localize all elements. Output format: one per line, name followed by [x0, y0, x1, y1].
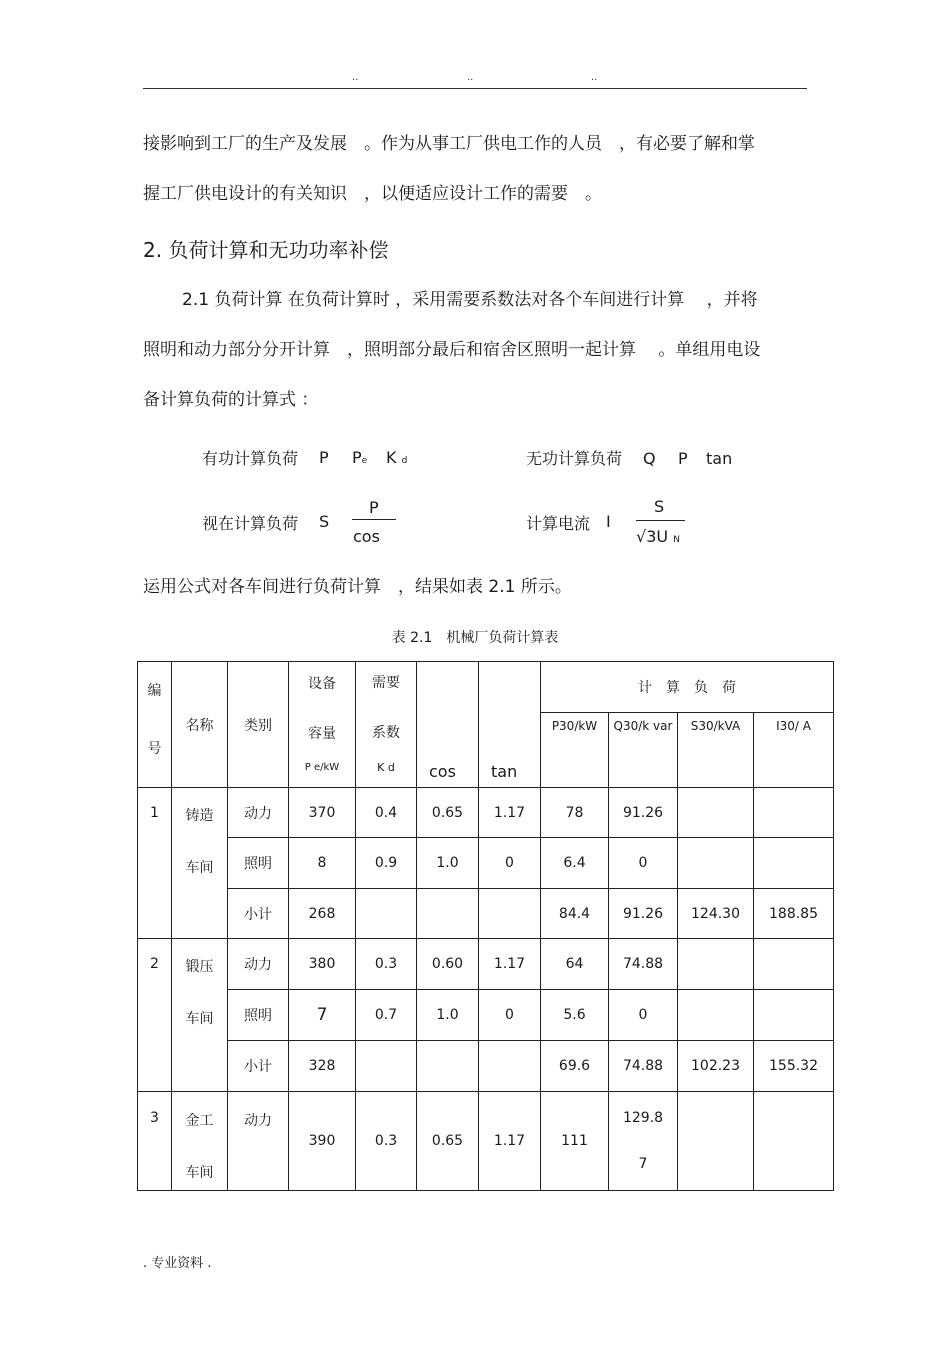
- fraction-numerator: P: [369, 498, 379, 517]
- header-dot: ..: [467, 72, 474, 83]
- fraction-denominator: √3U N: [636, 527, 680, 546]
- cell-cos: [417, 889, 479, 939]
- header-name: 名称: [172, 662, 228, 788]
- formula-label: 视在计算负荷: [202, 514, 299, 533]
- table-row-subtotal: [138, 889, 834, 939]
- formula-symbol: I: [606, 512, 611, 531]
- cell-category: 小计: [228, 1041, 289, 1092]
- cell-s30: [678, 939, 754, 990]
- header-p30: P30/kW: [541, 713, 609, 788]
- formula-symbol: K d: [386, 448, 408, 467]
- header-tan: tan: [479, 662, 541, 788]
- cell-q30: 91.26: [609, 889, 678, 939]
- intro-line-1: 接影响到工厂的生产及发展 。作为从事工厂供电工作的人员 ，有必要了解和掌: [143, 134, 755, 154]
- para-2-1-line-2: 照明和动力部分分开计算 ，照明部分最后和宿舍区照明一起计算 。单组用电设: [143, 340, 761, 360]
- cell-q30: 91.26: [609, 788, 678, 838]
- cell-i30: 155.32: [754, 1041, 834, 1092]
- header-dot: ..: [591, 72, 598, 83]
- cell-category: 动力: [228, 788, 289, 838]
- cell-capacity: 328: [289, 1041, 356, 1092]
- load-calculation-table: [137, 661, 834, 1191]
- cell-i30: [754, 1092, 834, 1191]
- cell-no: 3: [138, 1092, 172, 1191]
- cell-category: 动力: [228, 939, 289, 990]
- cell-s30: [678, 788, 754, 838]
- header-i30: I30/ A: [754, 713, 834, 788]
- cell-s30: 102.23: [678, 1041, 754, 1092]
- cell-kd: 0.3: [356, 1092, 417, 1191]
- table-row: [138, 939, 834, 990]
- cell-capacity: 8: [289, 838, 356, 889]
- header-s30: S30/kVA: [678, 713, 754, 788]
- cell-capacity: 390: [289, 1092, 356, 1191]
- table-row: [138, 1092, 834, 1191]
- page-footer: . 专业资料 .: [143, 1256, 212, 1271]
- header-rule: [143, 88, 807, 89]
- formula-label: 无功计算负荷: [526, 449, 623, 468]
- header-q30: Q30/k var: [609, 713, 678, 788]
- cell-tan: [479, 1041, 541, 1092]
- cell-q30: 0: [609, 990, 678, 1041]
- table-row-subtotal: [138, 1041, 834, 1092]
- header-no-top: 编: [138, 662, 172, 738]
- cell-q30: 74.88: [609, 1041, 678, 1092]
- cell-p30: 84.4: [541, 889, 609, 939]
- formula-label: 有功计算负荷: [202, 449, 299, 468]
- header-cos: cos: [417, 662, 479, 788]
- formula-symbol: S: [319, 512, 330, 531]
- formula-symbol: Pe: [352, 448, 368, 467]
- header-calc-load: 计 算 负 荷: [541, 662, 834, 713]
- cell-p30: 5.6: [541, 990, 609, 1041]
- header-capacity: 设备 容量 P e/kW: [289, 662, 356, 788]
- para-2-1-line-3: 备计算负荷的计算式 ：: [143, 390, 319, 410]
- cell-tan: 1.17: [479, 939, 541, 990]
- cell-kd: 0.4: [356, 788, 417, 838]
- cell-capacity: 370: [289, 788, 356, 838]
- cell-cos: [417, 1041, 479, 1092]
- cell-i30: [754, 788, 834, 838]
- cell-cos: 0.65: [417, 788, 479, 838]
- cell-name: 锻压 车间: [172, 939, 228, 1092]
- cell-kd: [356, 889, 417, 939]
- cell-s30: [678, 838, 754, 889]
- cell-category: 照明: [228, 838, 289, 889]
- cell-capacity: 268: [289, 889, 356, 939]
- header-category: 类别: [228, 662, 289, 788]
- cell-name: 金工 车间: [172, 1092, 228, 1191]
- cell-i30: 188.85: [754, 889, 834, 939]
- cell-i30: [754, 990, 834, 1041]
- fraction-bar: [352, 519, 396, 520]
- cell-no: 2: [138, 939, 172, 1092]
- cell-tan: [479, 889, 541, 939]
- cell-kd: 0.9: [356, 838, 417, 889]
- cell-s30: 124.30: [678, 889, 754, 939]
- table-row: [138, 788, 834, 838]
- cell-q30: 0: [609, 838, 678, 889]
- cell-q30: 129.8 7: [609, 1092, 678, 1191]
- section-heading: 2. 负荷计算和无功功率补偿: [143, 238, 389, 262]
- fraction-bar: [636, 520, 685, 521]
- formula-symbol: Q: [643, 449, 656, 468]
- header-no-bottom: 号: [138, 738, 172, 788]
- cell-cos: 0.60: [417, 939, 479, 990]
- cell-category: 动力: [228, 1092, 289, 1191]
- cell-p30: 6.4: [541, 838, 609, 889]
- cell-name: 铸造 车间: [172, 788, 228, 939]
- cell-s30: [678, 1092, 754, 1191]
- cell-capacity: 380: [289, 939, 356, 990]
- table-row: [138, 990, 834, 1041]
- table-header-row: [138, 662, 834, 713]
- header-demand-factor: 需要 系数 K d: [356, 662, 417, 788]
- formula-label: 计算电流: [526, 514, 591, 533]
- cell-p30: 69.6: [541, 1041, 609, 1092]
- cell-q30: 74.88: [609, 939, 678, 990]
- cell-tan: 1.17: [479, 788, 541, 838]
- formula-symbol: tan: [706, 449, 733, 468]
- cell-s30: [678, 990, 754, 1041]
- cell-i30: [754, 939, 834, 990]
- cell-category: 照明: [228, 990, 289, 1041]
- table-row: [138, 838, 834, 889]
- cell-cos: 1.0: [417, 838, 479, 889]
- formula-symbol: P: [319, 448, 329, 467]
- header-dot: ..: [352, 72, 359, 83]
- cell-p30: 111: [541, 1092, 609, 1191]
- formula-symbol: P: [678, 449, 688, 468]
- usage-sentence: 运用公式对各车间进行负荷计算 ，结果如表 2.1 所示。: [143, 577, 572, 597]
- cell-i30: [754, 838, 834, 889]
- fraction-denominator: cos: [353, 527, 380, 546]
- cell-kd: 0.3: [356, 939, 417, 990]
- cell-kd: 0.7: [356, 990, 417, 1041]
- fraction-numerator: S: [654, 497, 665, 516]
- cell-p30: 78: [541, 788, 609, 838]
- cell-capacity: 7: [289, 990, 356, 1041]
- cell-category: 小计: [228, 889, 289, 939]
- cell-tan: 1.17: [479, 1092, 541, 1191]
- cell-cos: 1.0: [417, 990, 479, 1041]
- table-caption: 表 2.1 机械厂负荷计算表: [391, 630, 559, 646]
- cell-no: 1: [138, 788, 172, 939]
- cell-kd: [356, 1041, 417, 1092]
- cell-tan: 0: [479, 838, 541, 889]
- cell-tan: 0: [479, 990, 541, 1041]
- cell-p30: 64: [541, 939, 609, 990]
- para-2-1-line-1: 2.1 负荷计算 在负荷计算时 ，采用需要系数法对各个车间进行计算 ，并将: [182, 290, 758, 310]
- cell-cos: 0.65: [417, 1092, 479, 1191]
- intro-line-2: 握工厂供电设计的有关知识 ，以便适应设计工作的需要 。: [143, 184, 602, 204]
